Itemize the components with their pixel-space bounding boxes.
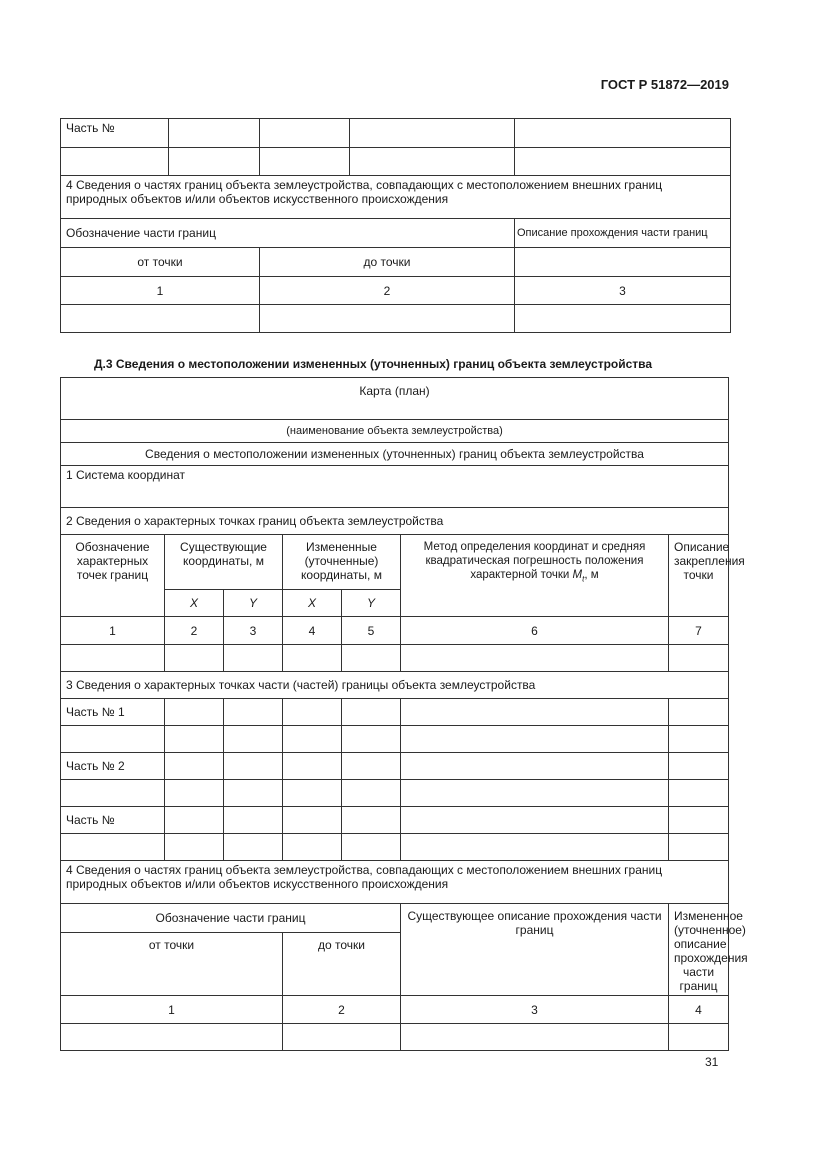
col-existing-header: Существующие координаты, м [165,535,283,590]
parts-title: 3 Сведения о характерных точках части (частей) границы объекта землеустройства [61,672,729,699]
column-number: 3 [401,996,669,1024]
col-fixing-header: Описание закрепления точки [669,535,729,617]
part-label: Часть № [61,119,169,148]
part-designation-header: Обозначение части границ [61,219,515,248]
part-1-label: Часть № 1 [61,699,165,726]
part-2-label: Часть № 2 [61,753,165,780]
points-title: 2 Сведения о характерных точках границ объекта землеустройства [61,508,729,535]
col-method-sub: t [582,574,585,584]
col-method-unit: , м [584,569,599,581]
col-designation-header: Обозначение характерных точек границ [61,535,165,617]
section-d3-title: Д.3 Сведения о местоположении измененных (уточненных) границ объекта землеустройства [94,357,653,371]
column-number: 2 [283,996,401,1024]
x-existing-label: X [165,590,224,617]
column-number: 2 [260,277,515,305]
boundary-parts-table-top [60,118,731,333]
part-designation-header: Обозначение части границ [61,904,401,933]
to-point-header: до точки [283,932,401,995]
column-number: 1 [61,277,260,305]
coordinate-system-label: 1 Система координат [61,466,729,508]
column-number: 3 [224,617,283,645]
column-number: 4 [283,617,342,645]
col-method-text: Метод определения координат и средняя квадратическая погрешность положения характерной точки [423,541,646,581]
column-number: 2 [165,617,224,645]
y-changed-label: Y [342,590,401,617]
x-changed-label: X [283,590,342,617]
from-point-header: от точки [61,932,283,995]
to-point-header: до точки [260,248,515,277]
col-method-symbol: M [572,569,583,581]
column-number: 1 [61,996,283,1024]
from-point-header: от точки [61,248,260,277]
col-method-header [401,535,669,617]
part-n-label: Часть № [61,807,165,834]
column-number: 4 [669,996,729,1024]
info-title: Сведения о местоположении измененных (уточненных) границ объекта землеустройства [61,443,729,466]
changed-boundaries-table [60,377,748,1051]
section-4-text: 4 Сведения о частях границ объекта землеустройства, совпадающих с местоположением внешних границ природных объектов и/или объектов искусственного происхождения [61,176,731,219]
object-name-caption: (наименование объекта землеустройства) [61,420,729,443]
section-4-text: 4 Сведения о частях границ объекта землеустройства, совпадающих с местоположением внешних границ природных объектов и/или объектов искусственного происхождения [61,861,729,904]
column-number: 3 [515,277,731,305]
column-number: 1 [61,617,165,645]
changed-desc-header: Измененное (уточненное) описание прохождения части границ [669,904,729,996]
column-number: 6 [401,617,669,645]
column-number: 5 [342,617,401,645]
map-plan-label: Карта (план) [61,378,729,420]
document-code: ГОСТ Р 51872—2019 [600,77,729,92]
route-description-header: Описание прохождения части границ [515,219,731,248]
column-number: 7 [669,617,729,645]
existing-desc-header: Существующее описание прохождения части границ [401,904,669,996]
page-number: 31 [705,1055,719,1069]
col-changed-header: Измененные (уточненные) координаты, м [283,535,401,590]
y-existing-label: Y [224,590,283,617]
